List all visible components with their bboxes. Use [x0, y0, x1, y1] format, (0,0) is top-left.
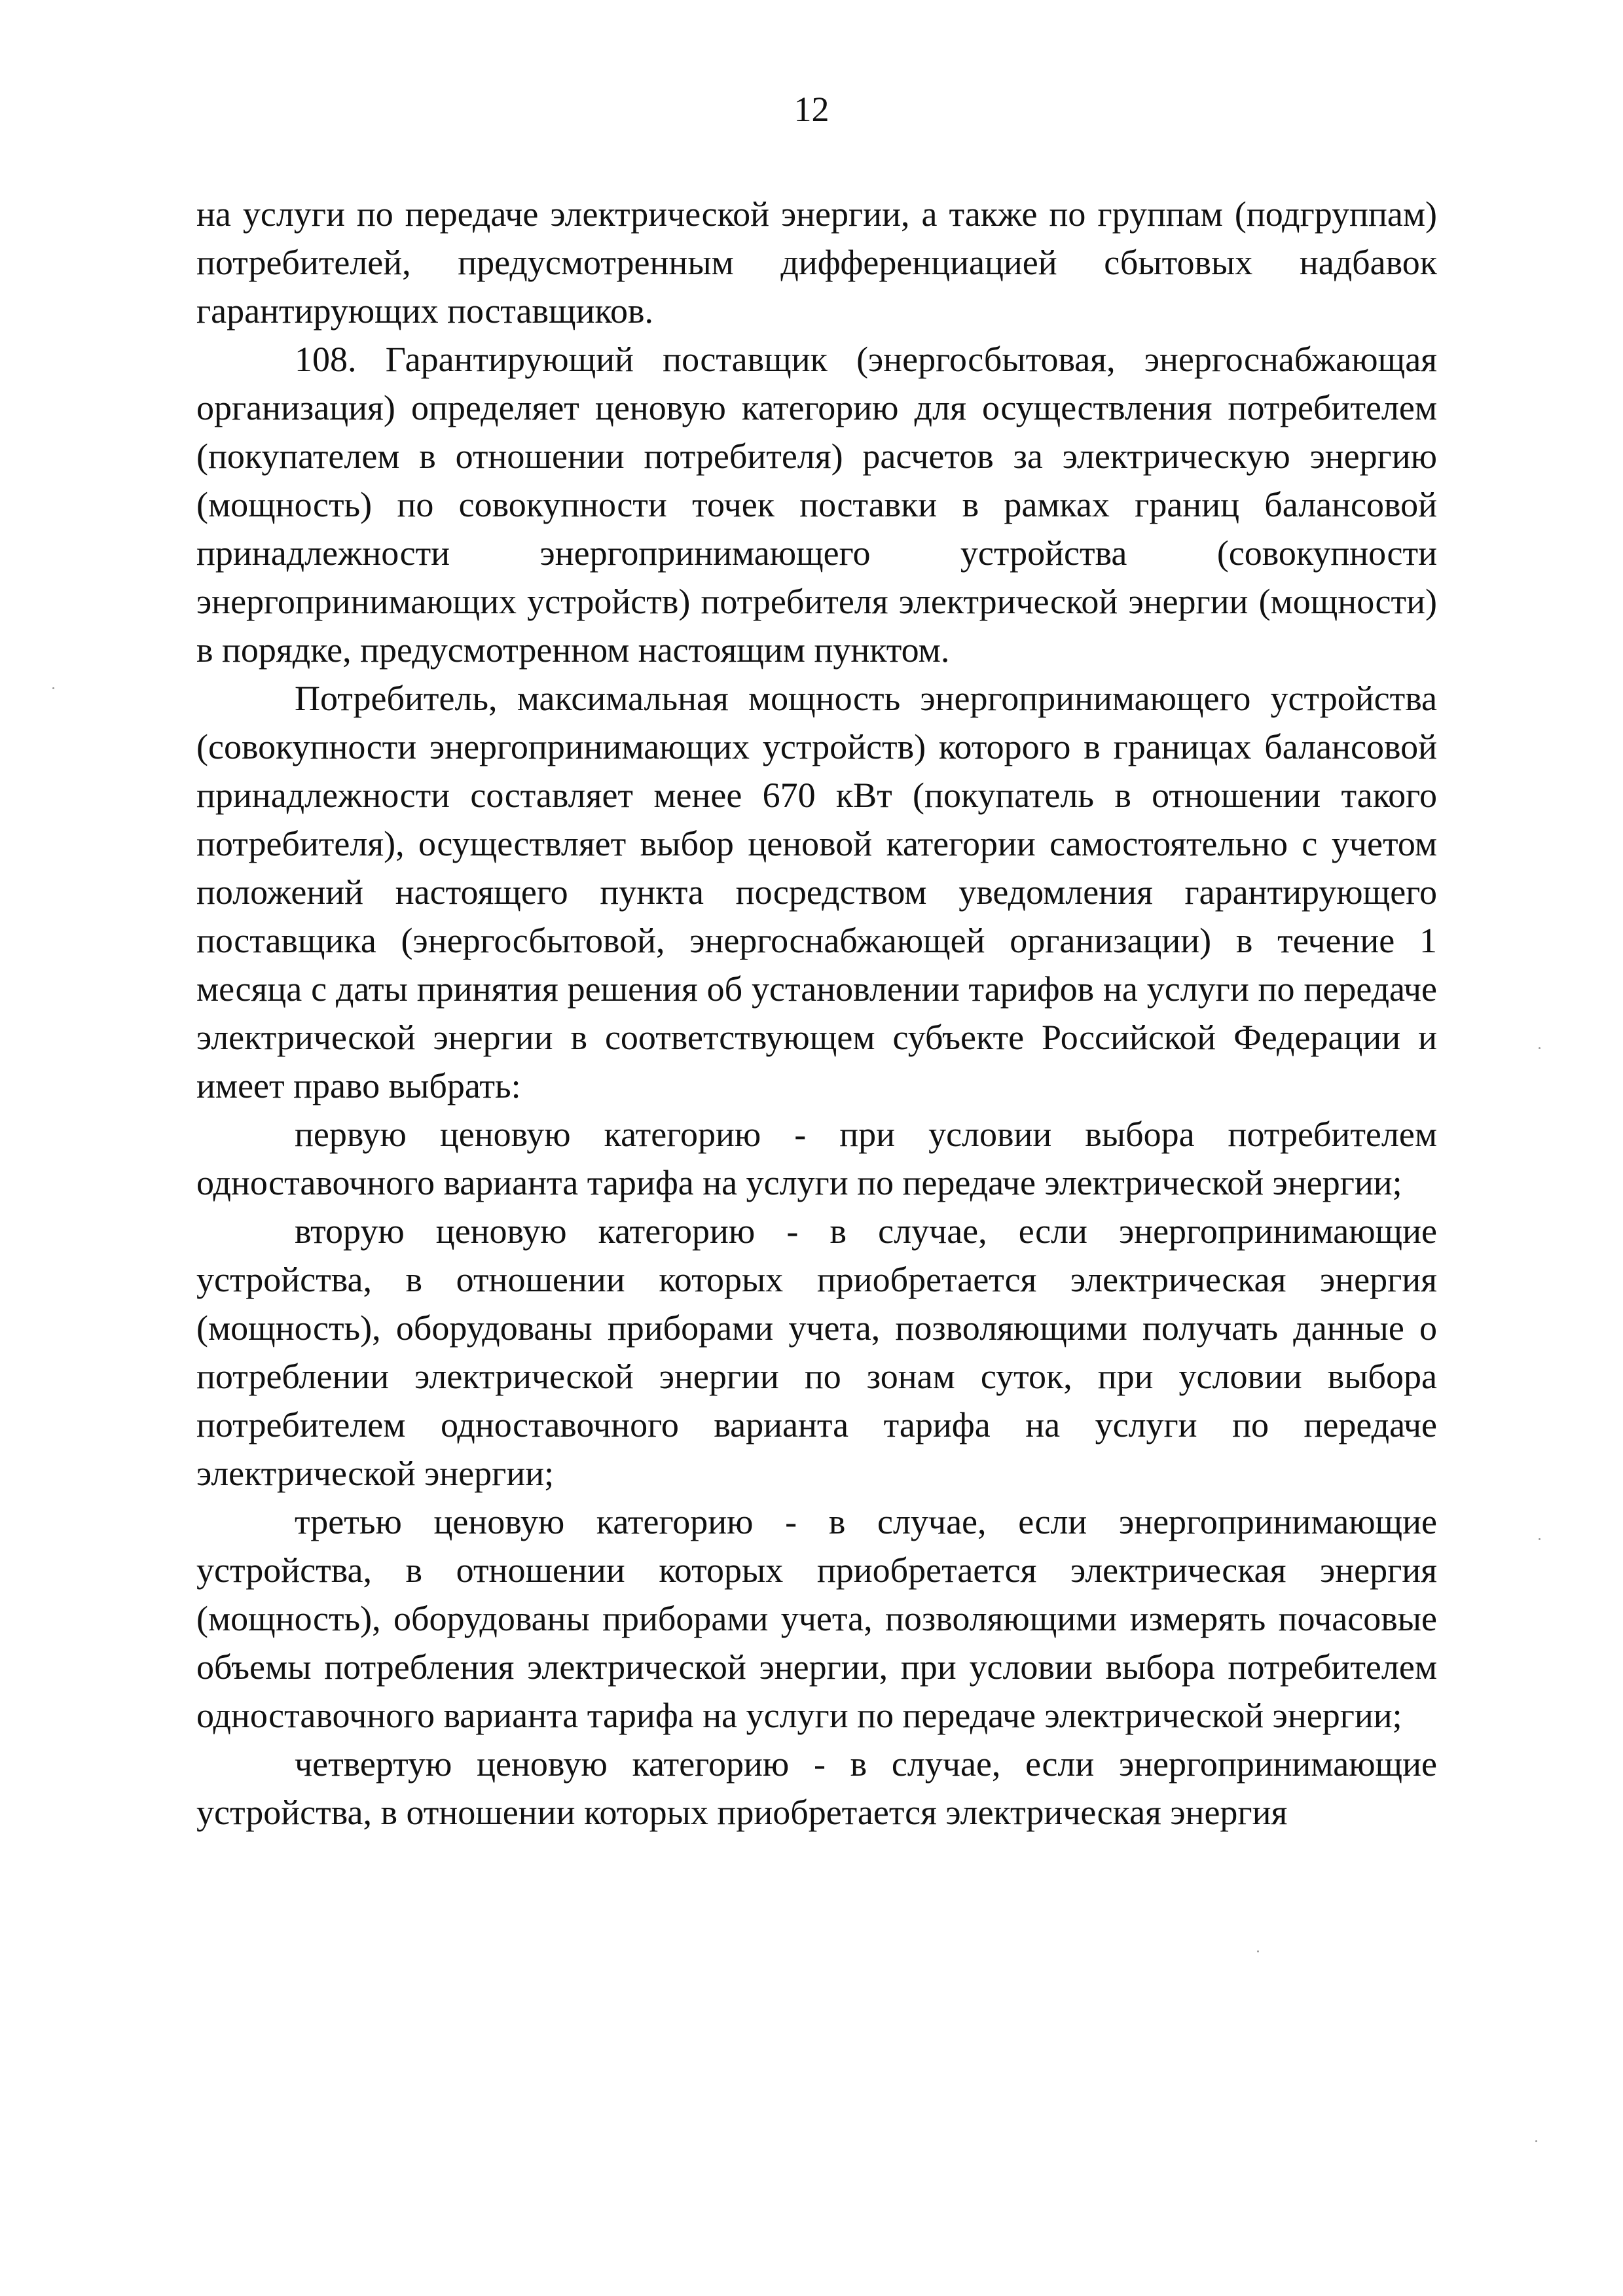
paragraph-consumer-choice: Потребитель, максимальная мощность энергопринимающего устройства (совокупности энергопринимающих устройств) которого в границах балансовой принадлежности составляет менее 670 кВт (покупатель в отношении такого потребителя), осуществляет выбор ценовой категории самостоятельно с учетом положений настоящего пункта посредством уведомления гарантирующего поставщика (энергосбытовой, энергоснабжающей организации) в течение 1 месяца с даты принятия решения об установлении тарифов на услуги по передаче электрической энергии в соответствующем субъекте Российской Федерации и имеет право выбрать:	[196, 679, 1437, 1105]
document-body	[196, 190, 1437, 1837]
page-number: 12	[793, 90, 830, 129]
scan-speck	[1539, 1538, 1541, 1540]
scan-speck	[52, 687, 54, 689]
paragraph-second-category: вторую ценовую категорию - в случае, если энергопринимающие устройства, в отношении которых приобретается электрическая энергия (мощность), оборудованы приборами учета, позволяющими получать данные о потреблении электрической энергии по зонам суток, при условии выбора потребителем одноставочного варианта тарифа на услуги по передаче электрической энергии;	[196, 1211, 1437, 1493]
paragraph-108: 108. Гарантирующий поставщик (энергосбытовая, энергоснабжающая организация) определяет ценовую категорию для осуществления потребителем (покупателем в отношении потребителя) расчетов за электрическую энергию (мощность) по совокупности точек поставки в рамках границ балансовой принадлежности энергопринимающего устройства (совокупности энергопринимающих устройств) потребителя электрической энергии (мощности) в порядке, предусмотренном настоящим пунктом.	[196, 340, 1437, 670]
scan-speck	[1539, 1047, 1541, 1049]
paragraph-first-category: первую ценовую категорию - при условии выбора потребителем одноставочного варианта тарифа на услуги по передаче электрической энергии;	[196, 1115, 1437, 1202]
scan-speck	[1257, 1950, 1259, 1952]
paragraph-fourth-category: четвертую ценовую категорию - в случае, если энергопринимающие устройства, в отношении которых приобретается электрическая энергия	[196, 1744, 1437, 1832]
paragraph-continuation: на услуги по передаче электрической энергии, а также по группам (подгруппам) потребителей, предусмотренным дифференциацией сбытовых надбавок гарантирующих поставщиков.	[196, 194, 1437, 331]
paragraph-third-category: третью ценовую категорию - в случае, если энергопринимающие устройства, в отношении которых приобретается электрическая энергия (мощность), оборудованы приборами учета, позволяющими измерять почасовые объемы потребления электрической энергии, при условии выбора потребителем одноставочного варианта тарифа на услуги по передаче электрической энергии;	[196, 1502, 1437, 1735]
scan-speck	[1535, 2140, 1537, 2142]
